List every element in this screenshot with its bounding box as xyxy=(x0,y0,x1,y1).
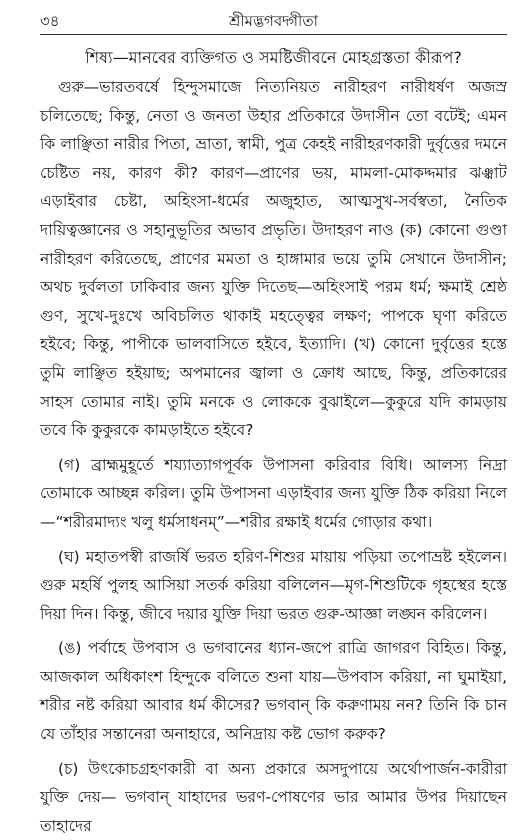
paragraph-guru-answer: গুরু—ভারতবর্ষে হিন্দুসমাজে নিত্যনিয়ত নারীহরণ নারীধর্ষণ অজস্র চলিতেছে; কিন্তু, নেতা ও জনতা উহার প্রতিকারে উদাসীন তো বটেই; এমন কি লাঞ্ছিতা নারীর পিতা, ভ্রাতা, স্বামী, পুত্র কেহই নারীহরণকারী দুর্বৃত্তের দমনে চেষ্টিত নয়, কারণ কী? কারণ—প্রাণের ভয়, মামলা-মোকদ্দমার ঝঞ্ঝাট এড়াইবার চেষ্টা, অহিংসা-ধর্মের অজুহাত, আত্মসুখ-সর্বস্বতা, নৈতিক দায়িত্বজ্ঞানের ও সহানুভূতির অভাব প্রভৃতি। উদাহরণ নাও (ক) কোনো গুণ্ডা নারীহরণ করিতেছে, প্রাণের মমতা ও হাঙ্গামার ভয়ে তুমি সেখানে উদাসীন; অথচ দুর্বলতা ঢাকিবার জন্য যুক্তি দিতেছ—অহিংসাই পরম ধর্ম; ক্ষমাই শ্রেষ্ঠ গুণ, সুখে-দুঃখে অবিচলিত থাকাই মহত্ত্বের লক্ষণ; পাপকে ঘৃণা করিতে হইবে; কিন্তু, পাপীকে ভালবাসিতে হইবে, ইত্যাদি। (খ) কোনো দুর্বৃত্তের হস্তে তুমি লাঞ্ছিত হইয়াছ; অপমানের জ্বালা ও ক্রোধ আছে, কিন্তু, প্রতিকারের সাহস তোমার নাই। তুমি মনকে ও লোককে বুঝাইলে—কুকুরে যদি কামড়ায় তবে কি কুকুরকে কামড়াইতে হইবে? xyxy=(40,78,507,440)
paragraph-example-cha: (চ) উৎকোচগ্রহণকারী বা অন্য প্রকারে অসদুপায়ে অর্থোপার্জন-কারীরা যুক্তি দেয়— ভগবান্ যাহাদের ভরণ-পোষণের ভার আমার উপর দিয়াছেন তাহাদের xyxy=(40,759,507,835)
running-title: শ্রীমদ্ভগবদ্গীতা xyxy=(229,12,318,30)
paragraph-example-gha: (ঘ) মহাতপস্বী রাজর্ষি ভরত হরিণ-শিশুর মায়ায় পড়িয়া তপোভ্রষ্ট হইলেন। গুরু মহর্ষি পুলহ আসিয়া সতর্ক করিয়া বলিলেন—মৃগ-শিশুটিকে গৃহস্থের হস্তে দিয়া দিন। কিন্তু, জীবে দয়ার যুক্তি দিয়া ভরত গুরু-আজ্ঞা লঙ্ঘন করিলেন। xyxy=(40,547,507,623)
page-number: ৩৪ xyxy=(40,12,60,30)
page-header xyxy=(40,6,507,35)
paragraph-example-umo: (ঙ) পর্বাহে উপবাস ও ভগবানের ধ্যান-জপে রাত্রি জাগরণ বিহিত। কিন্তু, আজকাল অধিকাংশ হিন্দুকে বলিতে শুনা যায়—উপবাস করিয়া, না ঘুমাইয়া, শরীর নষ্ট করিয়া আবার ধর্ম কীসের? ভগবান্ কি করুণাময় নন? তিনি কি চান যে তাঁহার সন্তানেরা অনাহারে, অনিদ্রায় কষ্ট ভোগ করুক? xyxy=(40,639,507,744)
paragraph-example-ga: (গ) ব্রাহ্মমুহূর্তে শয্যাত্যাগপূর্বক উপাসনা করিবার বিধি। আলস্য নিদ্রা তোমাকে আচ্ছন্ন করিল। তুমি উপাসনা এড়াইবার জন্য যুক্তি ঠিক করিয়া নিলে—“শরীরমাদ্যং খলু ধর্মসাধনম্”—শরীর রক্ষাই ধর্মের গোড়ার কথা। xyxy=(40,455,507,531)
disciple-question: শিষ্য—মানবের ব্যক্তিগত ও সমষ্টিজীবনে মোহগ্রস্ততা কীরূপ? xyxy=(85,48,462,67)
